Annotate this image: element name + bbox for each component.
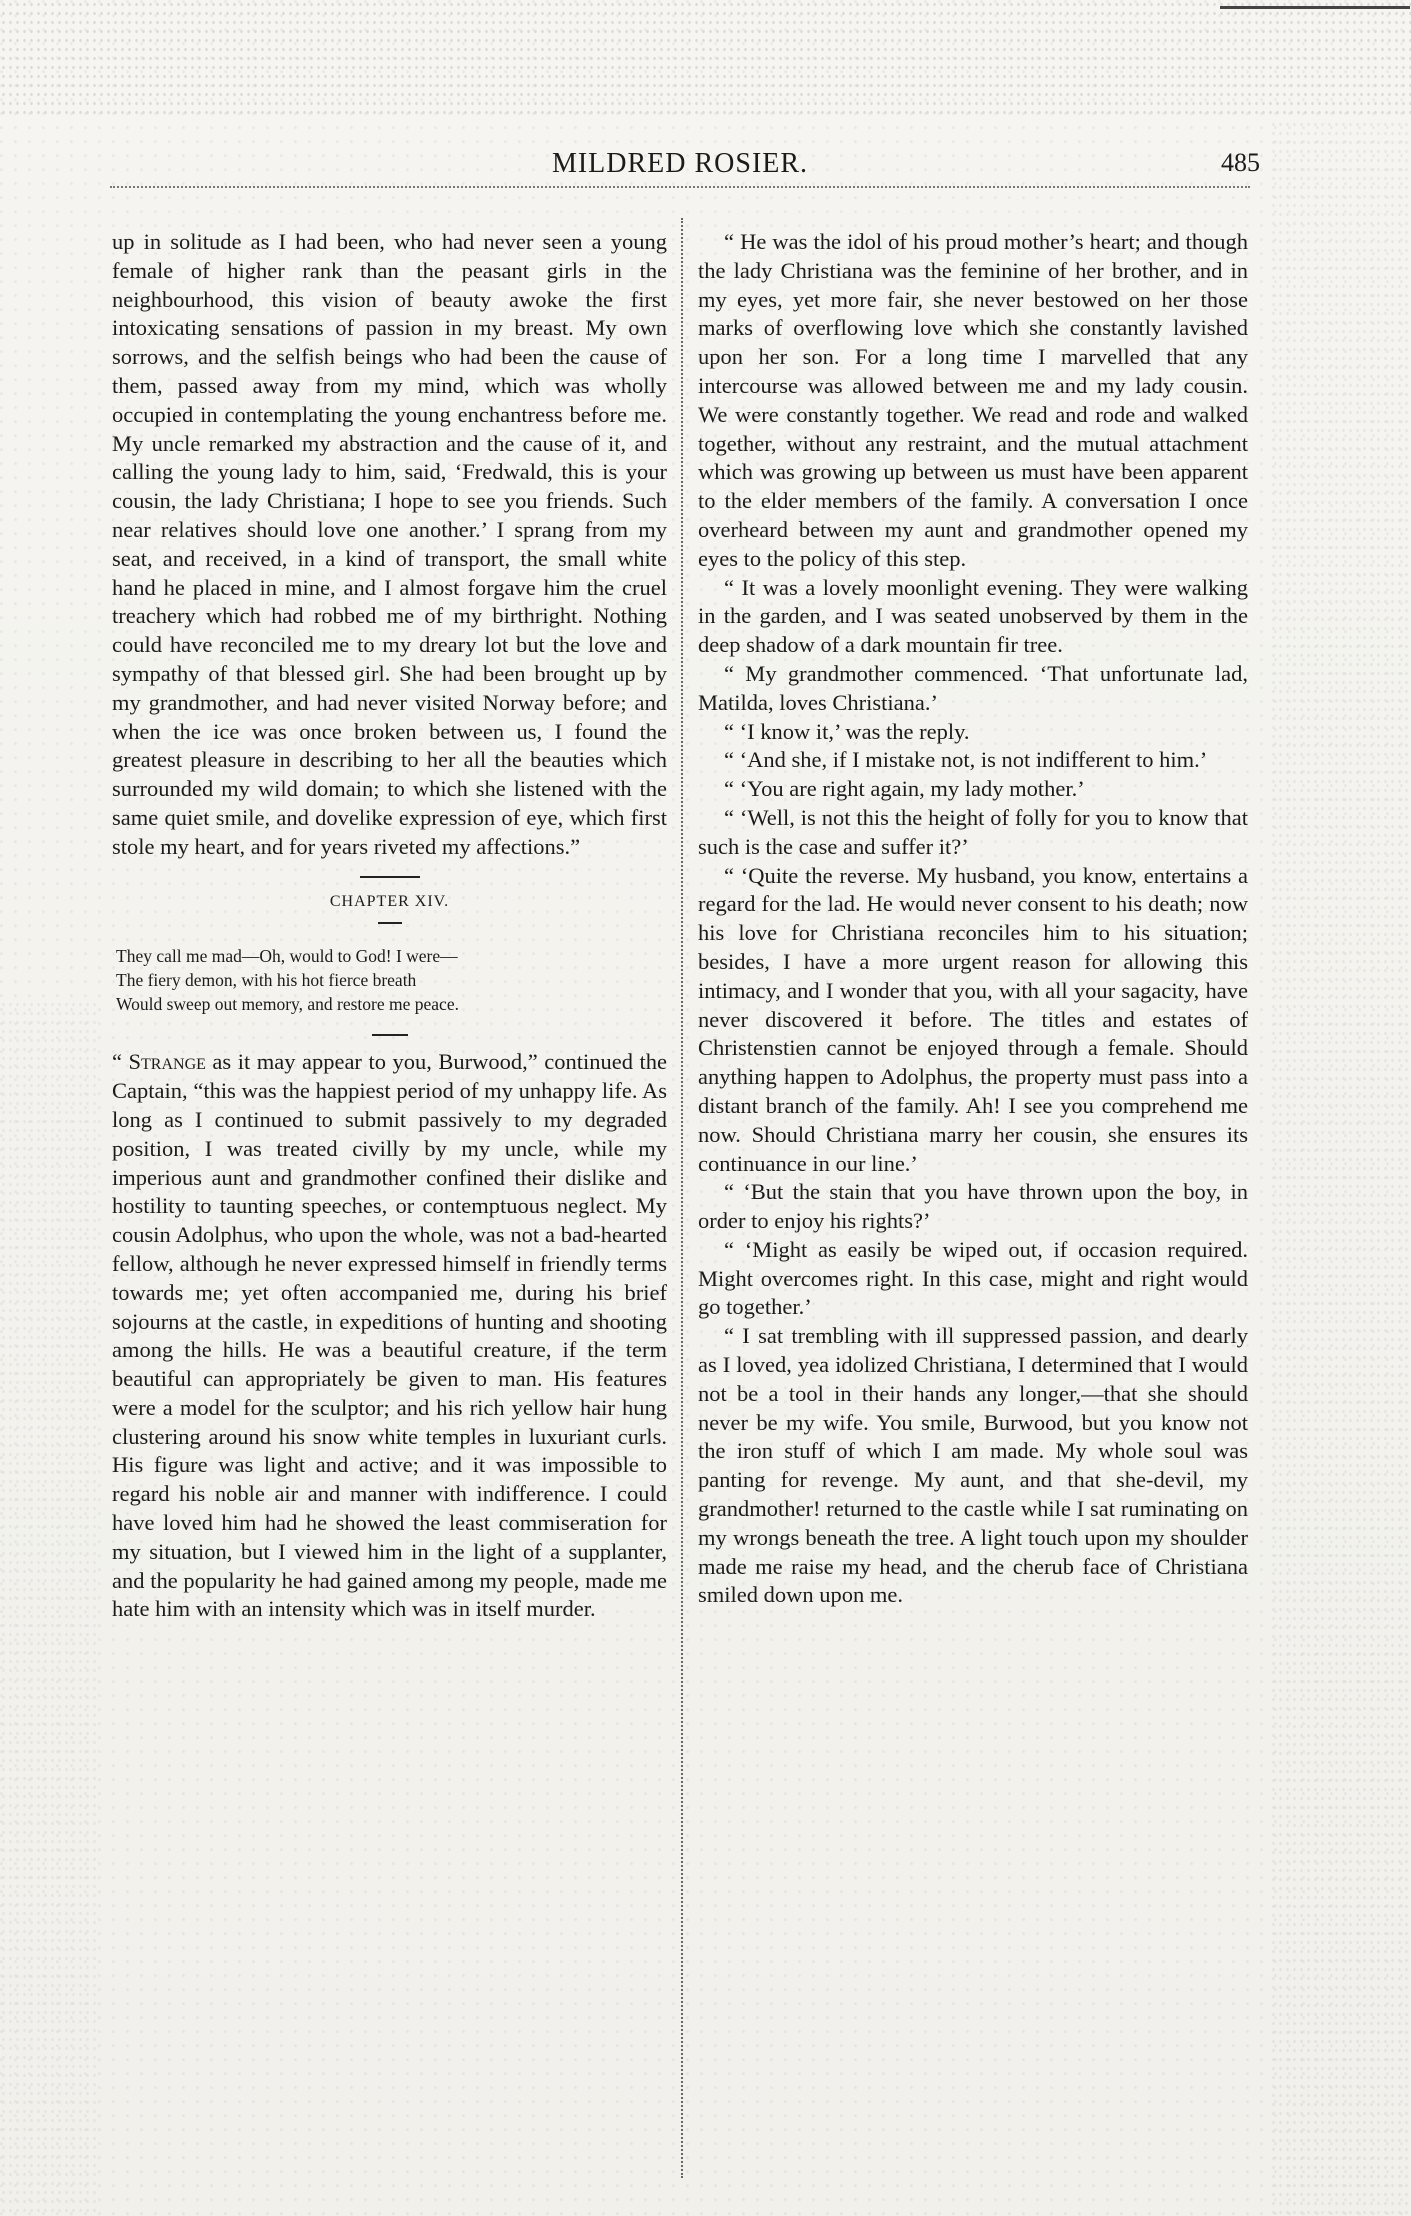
left-column: [112, 228, 667, 1624]
paragraph: “ ‘But the stain that you have thrown upon the boy, in order to enjoy his rights?’: [698, 1179, 1248, 1234]
top-edge-rule: [1220, 6, 1410, 9]
paragraph: “ ‘Might as easily be wiped out, if occasion required. Might overcomes right. In this case, might and right would go together.’: [698, 1236, 1248, 1320]
chapter-title: CHAPTER XIV.: [329, 892, 450, 910]
paragraph: “ ‘And she, if I mistake not, is not indifferent to him.’: [724, 747, 1208, 773]
paragraph: “ ‘You are right again, my lady mother.’: [724, 776, 1085, 802]
right-column: [698, 228, 1248, 1610]
epigraph-rule: [372, 1034, 408, 1036]
running-title: MILDRED ROSIER.: [551, 148, 809, 179]
drop-lead: “ Strange: [112, 1049, 206, 1075]
paragraph: “ ‘Well, is not this the height of folly for you to know that such is the case and suffer it?’: [698, 804, 1248, 859]
paragraph: “ It was a lovely moonlight evening. They were walking in the garden, and I was seated unobserved by them in the deep shadow of a dark mountain fir tree.: [698, 574, 1248, 658]
paragraph: “ ‘Quite the reverse. My husband, you know, entertains a regard for the lad. He would never consent to his death; now his love for Christiana reconciles him to his situation; besides, I have a more urgent reason for allowing this intimacy, and I wonder that you, with all your sagacity, have never discovered it before. The titles and estates of Christenstien cannot be enjoyed through a female. Should anything happen to Adolphus, the property must pass into a distant branch of the family. Ah! I see you comprehend me now. Should Christiana marry her cousin, she ensures its continuance in our line.’: [698, 862, 1248, 1176]
paragraph-text: as it may appear to you, Burwood,” continued the Captain, “this was the happiest period of my unhappy life. As long as I continued to submit passively to my degraded position, I was treated civilly by my uncle, while my imperious aunt and grandmother confined their dislike and hostility to taunting speeches, or contemptuous neglect. My cousin Adolphus, who upon the whole, was not a bad-hearted fellow, although he never expressed himself in friendly terms towards me; yet often accompanied me, during his brief sojourns at the castle, in expeditions of hunting and shooting among the hills. He was a beautiful creature, if the term beautiful can appropriately be given to man. His features were a model for the sculptor; and his rich yellow hair hung clustering around his snow white temples in luxuriant curls. His figure was light and active; and it was impossible to regard his noble air and manner with indifference. I could have loved him had he showed the least commiseration for my situation, but I viewed him in the light of a supplanter, and the popularity he had gained among my people, made me hate him with an intensity which was in itself murder.: [112, 1049, 667, 1622]
epigraph-line: Would sweep out memory, and restore me peace.: [116, 994, 459, 1015]
scan-noise-left: [0, 1000, 100, 2216]
scan-noise-top: [0, 0, 1411, 120]
paragraph: “ I sat trembling with ill suppressed passion, and dearly as I loved, yea idolized Christiana, I determined that I would not be a tool in their hands any longer,—that she should never be my wife. You smile, Burwood, but you know not the iron stuff of which I am made. My whole soul was panting for revenge. My aunt, and that she-devil, my grandmother! returned to the castle while I sat ruminating on my wrongs beneath the tree. A light touch upon my shoulder made me raise my head, and the cherub face of Christiana smiled down upon me.: [698, 1323, 1248, 1608]
paragraph: “ My grandmother commenced. ‘That unfortunate lad, Matilda, loves Christiana.’: [698, 660, 1248, 715]
header-rule: [110, 186, 1250, 192]
paragraph: [112, 1048, 667, 1624]
epigraph: [116, 944, 667, 1016]
paragraph: “ He was the idol of his proud mother’s heart; and though the lady Christiana was the feminine of her brother, and in my eyes, yet more fair, she never bestowed on her those marks of overflowing love which she constantly lavished upon her son. For a long time I marvelled that any intercourse was allowed between me and my lady cousin. We were constantly together. We read and rode and walked together, without any restraint, and the mutual attachment which was growing up between us must have been apparent to the elder members of the family. A conversation I once overheard between my aunt and grandmother opened my eyes to the policy of this step.: [698, 229, 1248, 571]
scan-noise-right: [1270, 120, 1411, 2216]
chapter-subrule: [378, 922, 402, 924]
epigraph-line: The fiery demon, with his hot fierce breath: [116, 970, 417, 991]
paragraph: “ ‘I know it,’ was the reply.: [724, 718, 970, 744]
page-header: [100, 148, 1260, 188]
chapter-rule: [360, 876, 420, 878]
paragraph: up in solitude as I had been, who had never seen a young female of higher rank than the peasant girls in the neighbourhood, this vision of beauty awoke the first intoxicating sensations of passion in my breast. My own sorrows, and the selfish beings who had been the cause of them, passed away from my mind, which was wholly occupied in contemplating the young enchantress before me. My uncle remarked my abstraction and the cause of it, and calling the young lady to him, said, ‘Fredwald, this is your cousin, the lady Christiana; I hope to see you friends. Such near relatives should love one another.’ I sprang from my seat, and received, in a kind of transport, the small white hand he placed in mine, and I almost forgave him the cruel treachery which had robbed me of my birthright. Nothing could have reconciled me to my dreary lot but the love and sympathy of that blessed girl. She had been brought up by my grandmother, and had never visited Norway before; and when the ice was once broken between us, I found the greatest pleasure in describing to her all the beauties which surrounded my wild domain; to which she listened with the same quiet smile, and dovelike expression of eye, which first stole my heart, and for years riveted my affections.”: [112, 229, 667, 859]
epigraph-line: They call me mad—Oh, would to God! I were—: [116, 946, 458, 967]
column-divider: [681, 218, 683, 2178]
page-number: 485: [1221, 148, 1260, 177]
